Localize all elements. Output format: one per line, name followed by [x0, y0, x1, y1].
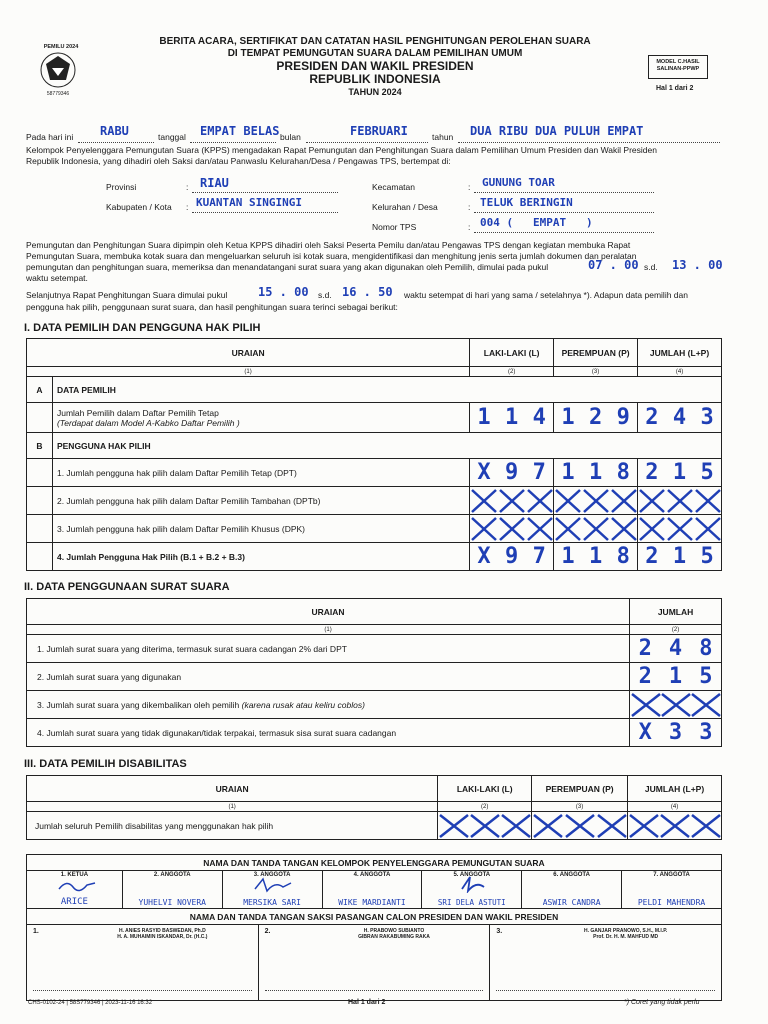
count-start-value: 15 . 00 — [258, 285, 309, 299]
s2-row-3-text: 3. Jumlah surat suara yang dikembalikan oleh pemilih — [37, 699, 240, 710]
kpps-role: 5. ANGGOTA — [453, 872, 491, 878]
cross-mark — [554, 487, 638, 515]
digit: 4 — [668, 636, 683, 661]
s2-row-2-cell — [630, 663, 722, 691]
digit: 4 — [672, 405, 687, 430]
s3-row-label: Jumlah seluruh Pemilih disabilitas yang menggunakan hak pilih — [27, 812, 438, 840]
digit: 3 — [700, 405, 714, 430]
s2-row-2-digits — [630, 664, 721, 689]
col-jumlah: JUMLAH (L+P) — [638, 339, 722, 367]
s2-col-jumlah: JUMLAH — [630, 599, 722, 625]
kelurahan-colon: : — [468, 202, 471, 212]
kpps-slot-4 — [322, 871, 422, 909]
kabupaten-label: Kabupaten / Kota — [106, 202, 172, 212]
kpps-slot-6 — [522, 871, 622, 909]
b4-laki-cell — [470, 543, 554, 571]
digit: 1 — [561, 405, 575, 430]
logo-subtext: 58779346 — [46, 91, 70, 97]
saksi-1-header — [33, 928, 252, 940]
digit: 8 — [699, 636, 713, 661]
cross-mark — [554, 515, 638, 543]
page-info: Hal 1 dari 2 — [656, 85, 694, 92]
row-a-label: A — [27, 377, 53, 403]
b2-perempuan-crossed-cell — [554, 487, 638, 515]
saksi-num: 2. — [264, 928, 271, 935]
digit: 7 — [532, 460, 546, 485]
kpps-slot-3 — [222, 871, 322, 909]
proceedings-line-1: Pemungutan dan Penghitungan Suara dipimpin oleh Ketua KPPS dihadiri oleh Saksi Peserta Pemilu dan/atau Pengawas TPS dengan kegiatan membuka Rapat — [26, 240, 631, 250]
b3-jumlah-crossed-cell — [638, 515, 722, 543]
intro-para-line-2: Republik Indonesia, yang dihadiri oleh Saksi dan/atau Panwaslu Kelurahan/Desa / Pengawas TPS, bertempat di: — [26, 156, 451, 166]
bulan-label: bulan — [280, 132, 301, 142]
digit: 1 — [505, 405, 519, 430]
footer-page: Hal 1 dari 2 — [348, 999, 386, 1006]
document-titles — [130, 36, 620, 97]
b1-laki-digits — [470, 460, 553, 485]
section-1-table — [26, 338, 722, 571]
s3-jumlah-crossed-cell — [628, 812, 722, 840]
time-start-value: 07 . 00 — [588, 258, 639, 272]
cross-mark — [470, 515, 554, 543]
s2-row-4-cell — [630, 719, 722, 747]
kpps-role: 2. ANGGOTA — [153, 872, 191, 878]
b4-jumlah-cell — [638, 543, 722, 571]
title-line-5: TAHUN 2024 — [348, 87, 402, 97]
row-a-line-1: Jumlah Pemilih dalam Daftar Pemilih Tetap — [56, 407, 219, 418]
s2-row-1-cell — [630, 635, 722, 663]
b1-laki-cell — [470, 459, 554, 487]
row-b-title: PENGGUNA HAK PILIH — [52, 433, 721, 459]
signature-mark — [458, 875, 488, 893]
kpps-name: SRI DELA ASTUTI — [437, 898, 506, 907]
b2-laki-crossed-cell — [470, 487, 554, 515]
tanggal-label: tanggal — [158, 132, 186, 142]
s2-row-4-digits — [630, 720, 721, 745]
b3-perempuan-crossed-cell — [554, 515, 638, 543]
kpps-role: 6. ANGGOTA — [553, 872, 590, 878]
digit: 1 — [672, 460, 687, 485]
bulan-dots — [306, 142, 428, 143]
saksi-name-1: H. PRABOWO SUBIANTO — [363, 928, 425, 934]
saksi-name-2: H. A. MUHAIMIN ISKANDAR, Dr. (H.C.) — [117, 934, 208, 940]
time-sd-label: s.d. — [644, 262, 658, 272]
tps-colon: : — [468, 222, 471, 232]
saksi-2-line — [265, 990, 484, 991]
signature-mark — [253, 877, 293, 893]
proceedings-line-5a: Selanjutnya Rapat Penghitungan Suara dimulai pukul — [26, 290, 228, 300]
col-laki: LAKI-LAKI (L) — [470, 339, 554, 367]
kelurahan-value: TELUK BERINGIN — [480, 196, 573, 209]
s2-col-num-2: (2) — [630, 625, 722, 635]
saksi-name-1: H. ANIES RASYID BASWEDAN, Ph.D — [118, 928, 206, 934]
col-num-1: (1) — [27, 367, 470, 377]
kelurahan-label: Kelurahan / Desa — [372, 202, 438, 212]
saksi-slot-1 — [27, 925, 259, 1001]
saksi-slot-3 — [490, 925, 722, 1001]
row-b1-label: 1. Jumlah pengguna hak pilih dalam Daftar Pemilih Tetap (DPT) — [52, 459, 469, 487]
b4-jumlah-digits — [638, 544, 721, 569]
kpu-logo — [28, 44, 88, 102]
s3-col-num-4: (4) — [628, 802, 722, 812]
saksi-name-1: H. GANJAR PRANOWO, S.H., M.I.P. — [584, 928, 668, 934]
cross-mark — [532, 812, 628, 840]
kpps-slot-7 — [622, 871, 722, 909]
row-b4-label: 4. Jumlah Pengguna Hak Pilih (B.1 + B.2 + B.3) — [52, 543, 469, 571]
b1-jumlah-digits — [638, 460, 721, 485]
col-num-4: (4) — [638, 367, 722, 377]
bulan-value: FEBRUARI — [350, 124, 408, 138]
intro-para-line-1: Kelompok Penyelenggara Pemungutan Suara (KPPS) mengadakan Rapat Pemungutan dan Penghitungan Suara dalam Pemilihan Umum Presiden dan Wakil Presiden — [26, 145, 657, 155]
digit: X — [477, 544, 491, 569]
digit: X — [638, 720, 652, 745]
digit: 9 — [505, 460, 519, 485]
s3-col-uraian: URAIAN — [27, 776, 438, 802]
model-box — [648, 55, 708, 79]
s2-row-3-label — [27, 691, 630, 719]
signature-mark — [57, 879, 97, 893]
digit: 4 — [532, 405, 546, 430]
pada-hari-ini-label: Pada hari ini — [26, 132, 74, 142]
cross-mark — [638, 515, 722, 543]
footer-code: CHS-0102-24 | 58S779346 | 2023-11-16 16:32 — [28, 1000, 153, 1006]
s2-col-uraian: URAIAN — [27, 599, 630, 625]
digit: 1 — [668, 664, 683, 689]
s2-row-3-crossed-cell — [630, 691, 722, 719]
kpps-slot-2 — [122, 871, 222, 909]
kpps-role: 4. ANGGOTA — [353, 872, 391, 878]
digit: 3 — [668, 720, 683, 745]
row-a-line-2: (Terdapat dalam Model A-Kabko Daftar Pemilih ) — [56, 417, 240, 428]
section-3-title: III. DATA PEMILIH DISABILITAS — [24, 758, 187, 770]
saksi-num: 1. — [33, 928, 39, 935]
row-a-title: DATA PEMILIH — [52, 377, 721, 403]
b4-perempuan-cell — [554, 543, 638, 571]
hari-value: RABU — [100, 124, 129, 138]
s3-col-num-3: (3) — [532, 802, 628, 812]
digit: 2 — [645, 405, 659, 430]
kpps-name: ASWIR CANDRA — [542, 898, 601, 907]
s3-col-jumlah: JUMLAH (L+P) — [628, 776, 722, 802]
b4-perempuan-digits — [554, 544, 637, 569]
saksi-name-2: Prof. Dr. H. M. MAHFUD MD — [593, 934, 659, 940]
kelurahan-dots — [474, 212, 654, 213]
digit: 2 — [638, 664, 652, 689]
digit: 1 — [561, 544, 575, 569]
digit: 2 — [645, 544, 659, 569]
saksi-names — [536, 928, 715, 940]
logo-text: PEMILU 2024 — [43, 44, 79, 50]
a-perempuan-cell — [554, 403, 638, 433]
proceedings-line-4: waktu setempat. — [26, 273, 88, 283]
digit: 9 — [505, 544, 519, 569]
b3-laki-crossed-cell — [470, 515, 554, 543]
tahun-dots — [458, 142, 720, 143]
kpps-name: MERSIKA SARI — [243, 898, 301, 907]
section-2-table — [26, 598, 722, 747]
hari-dots — [78, 142, 154, 143]
provinsi-label: Provinsi — [106, 182, 137, 192]
col-num-3: (3) — [554, 367, 638, 377]
row-b1-spacer — [27, 459, 53, 487]
s3-col-num-2: (2) — [438, 802, 532, 812]
cross-mark — [438, 812, 532, 840]
kpps-role: 3. ANGGOTA — [253, 872, 291, 878]
tps-label: Nomor TPS — [372, 222, 417, 232]
row-a-spacer — [27, 403, 53, 433]
digit: 2 — [638, 636, 652, 661]
digit: 1 — [672, 544, 687, 569]
s3-perempuan-crossed-cell — [532, 812, 628, 840]
a-laki-cell — [470, 403, 554, 433]
proceedings-line-3: pemungutan dan penghitungan suara, memeriksa dan menandatangani surat suara yang akan digunakan oleh Pemilih, dimulai pada pukul — [26, 262, 549, 272]
digit: 2 — [588, 405, 603, 430]
proceedings-line-5b: waktu setempat di hari yang sama / setelahnya *). Adapun data pemilih dan — [404, 290, 688, 300]
s2-col-num-1: (1) — [27, 625, 630, 635]
section-1-title: I. DATA PEMILIH DAN PENGGUNA HAK PILIH — [24, 322, 261, 334]
count-end-value: 16 . 50 — [342, 285, 393, 299]
digit: 5 — [700, 544, 714, 569]
title-line-3: PRESIDEN DAN WAKIL PRESIDEN — [276, 59, 474, 73]
proceedings-line-2: Pemungutan Suara, membuka kotak suara dan mengeluarkan seluruh isi kotak suara, mengidentifikasi dan menghitung jenis serta jumlah dokumen dan peralatan — [26, 251, 637, 261]
digit: 9 — [616, 405, 630, 430]
saksi-3-header — [496, 928, 715, 940]
b1-jumlah-cell — [638, 459, 722, 487]
kpps-title: NAMA DAN TANDA TANGAN KELOMPOK PENYELENGGARA PEMUNGUTAN SUARA — [27, 855, 722, 871]
row-a-text — [52, 403, 469, 433]
digit: 7 — [532, 544, 546, 569]
digit: 3 — [699, 720, 713, 745]
digit: 1 — [588, 460, 603, 485]
s2-row-1-label: 1. Jumlah surat suara yang diterima, termasuk surat suara cadangan 2% dari DPT — [27, 635, 630, 663]
kecamatan-value: GUNUNG TOAR — [482, 176, 555, 189]
provinsi-value: RIAU — [200, 176, 229, 190]
saksi-names — [305, 928, 484, 940]
digit: 8 — [616, 544, 630, 569]
kpps-name: PELDI MAHENDRA — [637, 898, 706, 907]
tahun-label: tahun — [432, 132, 454, 142]
title-line-2: DI TEMPAT PEMUNGUTAN SUARA DALAM PEMILIHAN UMUM — [227, 48, 523, 59]
col-uraian: URAIAN — [27, 339, 470, 367]
saksi-name-2: GIBRAN RAKABUMING RAKA — [358, 934, 430, 940]
row-b4-spacer — [27, 543, 53, 571]
cross-mark — [638, 487, 722, 515]
s2-row-3-italic: (karena rusak atau keliru coblos) — [241, 699, 365, 710]
digit: 5 — [700, 460, 714, 485]
model-line-1: MODEL C.HASIL — [656, 59, 700, 65]
kabupaten-colon: : — [186, 202, 189, 212]
s3-col-laki: LAKI-LAKI (L) — [438, 776, 532, 802]
s3-laki-crossed-cell — [438, 812, 532, 840]
kabupaten-value: KUANTAN SINGINGI — [196, 196, 302, 209]
kecamatan-dots — [474, 192, 654, 193]
saksi-names — [73, 928, 252, 940]
cross-mark — [630, 691, 722, 719]
count-sd-label: s.d. — [318, 290, 332, 300]
digit: 5 — [699, 664, 713, 689]
s2-row-4-label: 4. Jumlah surat suara yang tidak digunakan/tidak terpakai, termasuk sisa surat suara cadangan — [27, 719, 630, 747]
saksi-2-header — [265, 928, 484, 940]
s3-col-num-1: (1) — [27, 802, 438, 812]
kabupaten-dots — [192, 212, 338, 213]
digit: 8 — [616, 460, 630, 485]
saksi-3-line — [496, 990, 715, 991]
row-b3-spacer — [27, 515, 53, 543]
a-jumlah-digits — [638, 405, 721, 430]
digit: 1 — [561, 460, 575, 485]
cross-mark — [628, 812, 722, 840]
digit: 1 — [477, 405, 491, 430]
saksi-slot-2 — [258, 925, 490, 1001]
title-line-1: BERITA ACARA, SERTIFIKAT DAN CATATAN HASIL PENGHITUNGAN PEROLEHAN SUARA — [159, 36, 591, 47]
tahun-value: DUA RIBU DUA PULUH EMPAT — [470, 124, 644, 138]
col-perempuan: PEREMPUAN (P) — [554, 339, 638, 367]
b4-laki-digits — [470, 544, 553, 569]
row-b3-label: 3. Jumlah pengguna hak pilih dalam Daftar Pemilih Khusus (DPK) — [52, 515, 469, 543]
row-b-label: B — [27, 433, 53, 459]
tps-value: 004 ( EMPAT ) — [480, 216, 593, 229]
s3-col-perempuan: PEREMPUAN (P) — [532, 776, 628, 802]
a-laki-digits — [470, 405, 553, 430]
saksi-signature-table — [26, 924, 722, 1001]
provinsi-colon: : — [186, 182, 189, 192]
proceedings-line-6: pengguna hak pilih, penggunaan surat suara, dan hasil penghitungan suara terinci sebagai berikut: — [26, 302, 398, 312]
kpps-name: ARICE — [60, 897, 88, 907]
section-3-table — [26, 775, 722, 840]
kecamatan-colon: : — [468, 182, 471, 192]
s2-row-2-label: 2. Jumlah surat suara yang digunakan — [27, 663, 630, 691]
kpps-signature-table — [26, 854, 722, 925]
b1-perempuan-cell — [554, 459, 638, 487]
a-jumlah-cell — [638, 403, 722, 433]
kpps-name: YUHELVI NOVERA — [138, 898, 206, 907]
kecamatan-label: Kecamatan — [372, 182, 415, 192]
row-b2-spacer — [27, 487, 53, 515]
kpps-slot-1 — [27, 871, 123, 909]
kpps-role: 1. KETUA — [60, 872, 89, 878]
col-num-2: (2) — [470, 367, 554, 377]
saksi-1-line — [33, 990, 252, 991]
digit: 1 — [588, 544, 603, 569]
title-line-4: REPUBLIK INDONESIA — [309, 72, 441, 86]
a-perempuan-digits — [554, 405, 637, 430]
digit: X — [477, 460, 491, 485]
model-line-2: SALINAN-PPWP — [656, 66, 700, 72]
cross-mark — [470, 487, 554, 515]
saksi-num: 3. — [496, 928, 503, 935]
kpps-role: 7. ANGGOTA — [653, 872, 690, 878]
b1-perempuan-digits — [554, 460, 637, 485]
footer-note: *) Coret yang tidak perlu — [624, 999, 700, 1006]
tanggal-dots — [190, 142, 276, 143]
s2-row-1-digits — [630, 636, 721, 661]
row-b2-label: 2. Jumlah pengguna hak pilih dalam Daftar Pemilih Tambahan (DPTb) — [52, 487, 469, 515]
kpps-slot-5 — [422, 871, 522, 909]
saksi-title: NAMA DAN TANDA TANGAN SAKSI PASANGAN CALON PRESIDEN DAN WAKIL PRESIDEN — [27, 909, 722, 925]
section-2-title: II. DATA PENGGUNAAN SURAT SUARA — [24, 581, 230, 593]
provinsi-dots — [192, 192, 338, 193]
time-end-value: 13 . 00 — [672, 258, 723, 272]
tanggal-value: EMPAT BELAS — [200, 124, 280, 138]
tps-dots — [474, 232, 654, 233]
b2-jumlah-crossed-cell — [638, 487, 722, 515]
digit: 2 — [645, 460, 659, 485]
kpps-name: WIKE MARDIANTI — [338, 898, 406, 907]
